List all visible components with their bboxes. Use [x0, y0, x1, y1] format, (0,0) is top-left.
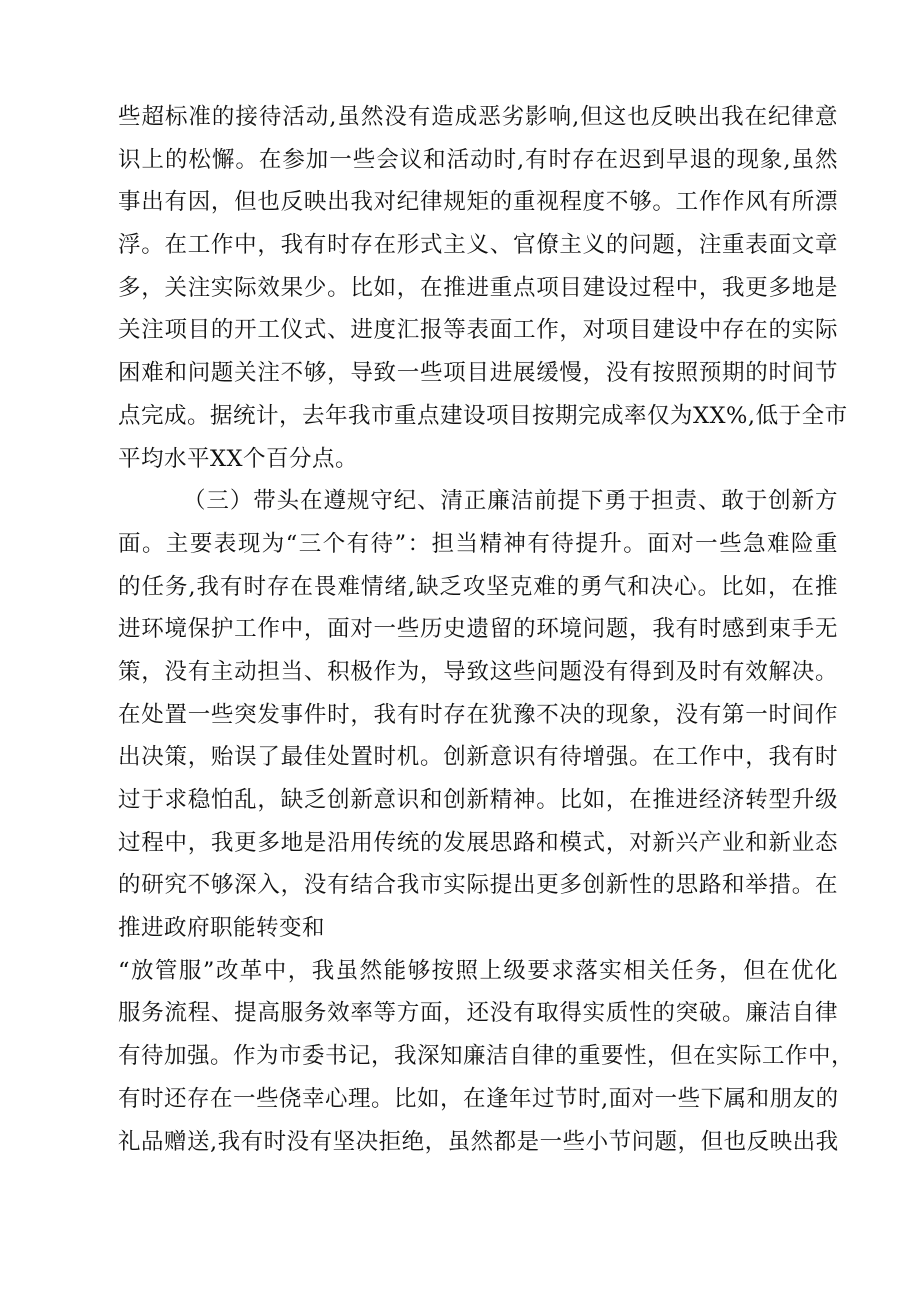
text-line: 出决策，贻误了最佳处置时机。创新意识有待增强。在工作中，我有时: [118, 744, 838, 771]
text-line: 过程中，我更多地是沿用传统的发展思路和模式，对新兴产业和新业态: [118, 829, 838, 856]
text-line: 多，关注实际效果少。比如，在推进重点项目建设过程中，我更多地是: [118, 274, 838, 301]
text-line: 困难和问题关注不够，导致一些项目进展缓慢，没有按照预期的时间节: [118, 360, 838, 387]
text-line: 推进政府职能转变和: [118, 915, 326, 942]
text-line: 平均水平XX个百分点。: [118, 445, 359, 472]
text-line: 有待加强。作为市委书记，我深知廉洁自律的重要性，但在实际工作中，: [118, 1043, 855, 1070]
text-line: 策，没有主动担当、积极作为，导致这些问题没有得到及时有效解决。: [118, 658, 838, 685]
text-line: 关注项目的开工仪式、进度汇报等表面工作，对项目建设中存在的实际: [118, 317, 838, 344]
text-line: 浮。在工作中，我有时存在形式主义、官僚主义的问题，注重表面文章: [118, 232, 838, 259]
text-line: 些超标准的接待活动,虽然没有造成恶劣影响,但这也反映出我在纪律意: [118, 104, 838, 130]
text-line: 服务流程、提高服务效率等方面，还没有取得实质性的突破。廉洁自律: [118, 1000, 838, 1027]
text-line: 有时还存在一些侥幸心理。比如，在逢年过节时,面对一些下属和朋友的: [118, 1085, 839, 1112]
text-line: 过于求稳怕乱，缺乏创新意识和创新精神。比如，在推进经济转型升级: [118, 787, 838, 813]
text-line: 礼品赠送,我有时没有坚决拒绝，虽然都是一些小节问题，但也反映出我: [118, 1128, 839, 1155]
text-line: 识上的松懈。在参加一些会议和活动时,有时存在迟到早退的现象,虽然: [118, 146, 838, 173]
text-line: 事出有因，但也反映出我对纪律规矩的重视程度不够。工作作风有所漂: [118, 189, 838, 216]
section-heading-line: （三）带头在遵规守纪、清正廉洁前提下勇于担责、敢于创新方: [183, 488, 838, 515]
text-line: 在处置一些突发事件时，我有时存在犹豫不决的现象，没有第一时间作: [118, 701, 838, 728]
text-line: 点完成。据统计，去年我市重点建设项目按期完成率仅为XX%,低于全市: [118, 402, 848, 429]
text-line: 进环境保护工作中，面对一些历史遗留的环境问题，我有时感到束手无: [118, 616, 838, 643]
text-line: 的任务,我有时存在畏难情绪,缺乏攻坚克难的勇气和决心。比如，在推: [118, 573, 838, 600]
text-line: “放管服”改革中，我虽然能够按照上级要求落实相关任务，但在优化: [118, 957, 838, 984]
text-line: 面。主要表现为“三个有待”：担当精神有待提升。面对一些急难险重: [118, 530, 838, 557]
text-line: 的研究不够深入，没有结合我市实际提出更多创新性的思路和举措。在: [118, 872, 838, 899]
body-text: [118, 96, 855, 1163]
